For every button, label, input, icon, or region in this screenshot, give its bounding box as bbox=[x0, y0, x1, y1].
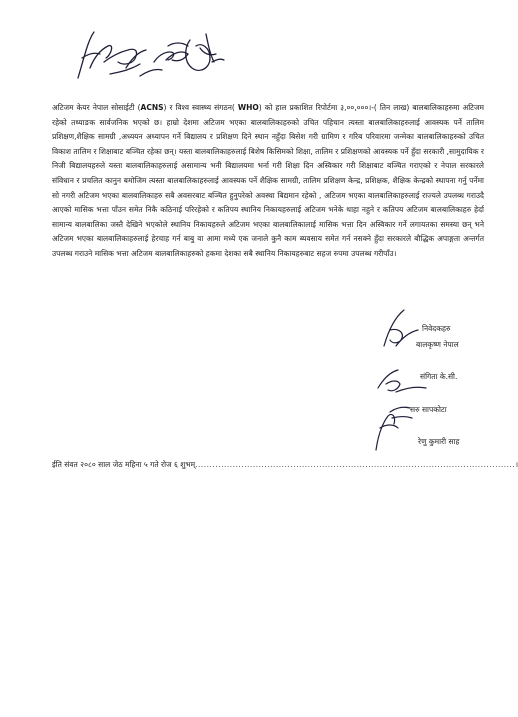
petitioners-heading: निवेदकहरु bbox=[422, 324, 451, 333]
signatory-name: बालकृष्ण नेपाल bbox=[416, 340, 459, 349]
top-signatures bbox=[70, 18, 250, 88]
date-text: ईति संवत २०८० साल जेठ महिना ५ गते रोज ६ शुभम् bbox=[52, 460, 196, 469]
signatory-name: संगिता के.सी. bbox=[420, 372, 458, 381]
signatory-name: सरु सापकोटा bbox=[410, 405, 447, 414]
date-trailing-mark: । bbox=[515, 460, 518, 469]
signatory-name: रेणु कुमारी साह bbox=[418, 437, 460, 446]
letter-body bbox=[52, 101, 484, 262]
body-part: अटिजम केयर नेपाल सोसाईटी ( bbox=[52, 103, 141, 112]
body-part: ) र विश्व स्वास्थ्य संगठन( bbox=[163, 103, 238, 112]
body-part-who: WHO bbox=[237, 103, 259, 112]
date-line bbox=[52, 460, 518, 470]
body-part: ) को हाल प्रकाशित रिपोर्टमा ३,००,०००।-( तिन लाख) बालबालिकाहरुमा अटिजम रहेको तथ्याङक सार्वजनिक भएको छ। हाम्रो देशमा अटिजम भएका बालबालिकाहरुको उचित पहिचान त्यस्ता बालबालिकाहरुलाई आवस्यक पर्ने तालिम प्रशिक्षण,शैक्षिक सामग्री ,अध्ययन अध्यापन गर्ने बिद्यालय र प्रशिक्षण दिने स्थान नहुँदा बिसेश गरी ग्रामिण र गरिब परिवारमा जन्मेका बालबालिकाहरुको उचित विकाश तालिम र शिक्षाबाट बञ्चित रहेका छन्। यस्ता बालबालिकाहरुलाई बिशेष किसिमको शिक्षा, तालिम र प्रशिक्षणको आवस्यक पर्ने हुँदा सरकारी ,सामुदायिक र निजी बिद्यालयहरुले यस्ता बालबालिकाहरुलाई असामान्य भनी बिद्यालयमा भर्ना गरी शिक्षा दिन अस्विकार गरी शिक्षाबाट बञ्चित गराएको र नेपाल सरकारले संविधान र प्रचलित कानुन बमोजिम त्यस्ता बालबालिकाहरुलाई आवस्यक पर्ने शैक्षिक सामग्री, तालिम प्रशिक्षण केन्द्र, प्रशिक्षक, शैक्षिक केन्द्रको स्थापना गर्नु पर्नेमा सो नगरी अटिजम भएका बालबालिकाहरु सबै अवसरबाट बञ्चित हुनुपरेको अवस्था बिद्यमान रहेको , अटिजम भएका बालबालिकाहरुलाई राज्यले उपलब्ध गराउदै आएको मासिक भत्ता पाँउन समेत निकै कठिनाई परिरहेको र कतिपय स्थानिय निकायहरुलाई अटिजम भनेके थाहा नहुने र कतिपय अटिजम बालबालिकाहरु हेर्दा सामान्य बालबालिका जस्तै देखिने भएकोले स्थानिय निकायहरुले अटिजम भएका बालबालिकालाई मासिक भत्ता दिन अस्विकार गर्ने लगायतका समस्या छन् भने अटिजम भएका बालबालिकाहरुलाई हेरचाह गर्न बाबु वा आमा मध्ये एक जनाले कुनै काम ब्यवसाय समेत गर्न नसक्ने हुँदा सरकारले बौद्धिक अपाङ्गता अन्तर्गत उपलब्ध गराउने मासिक भत्ता अटिजम बालबालिकाहरुको हकमा देशका सबै स्थानिय निकायहरुबाट सहज रुपमा उपलब्ध गरीपाँउ। bbox=[52, 103, 484, 258]
dotted-leader: ............................................................................................................... bbox=[195, 460, 516, 469]
signature-block bbox=[370, 300, 500, 450]
body-part-acns: ACNS bbox=[140, 103, 164, 112]
